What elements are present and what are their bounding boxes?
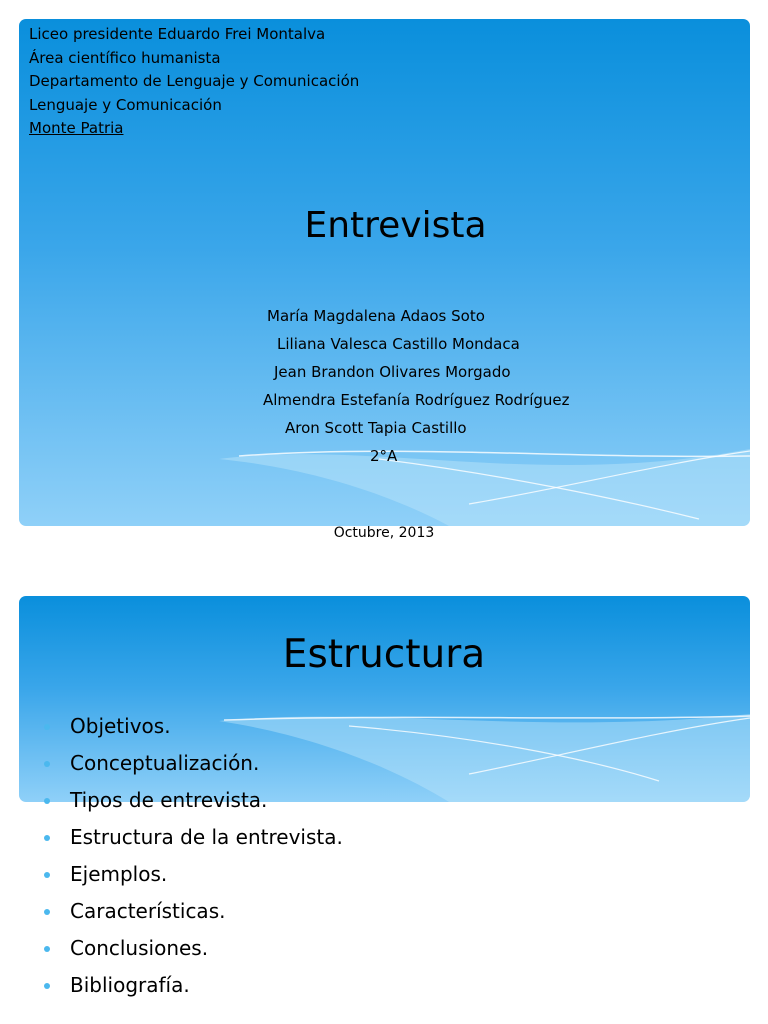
list-item — [44, 893, 343, 930]
list-item-label: Objetivos. — [70, 714, 171, 738]
list-item — [44, 856, 343, 893]
bullet-icon — [44, 946, 50, 952]
author-3: Jean Brandon Olivares Morgado — [274, 363, 511, 381]
list-item-label: Bibliografía. — [70, 973, 190, 997]
bullet-icon — [44, 724, 50, 730]
bullet-icon — [44, 872, 50, 878]
list-item-label: Características. — [70, 899, 226, 923]
header-school: Liceo presidente Eduardo Frei Montalva — [29, 25, 326, 43]
contents-list — [44, 708, 343, 1004]
bullet-icon — [44, 798, 50, 804]
list-item — [44, 967, 343, 1004]
bullet-icon — [44, 835, 50, 841]
list-item — [44, 782, 343, 819]
list-item-label: Ejemplos. — [70, 862, 168, 886]
list-item — [44, 819, 343, 856]
list-item-label: Conclusiones. — [70, 936, 209, 960]
slide-title: Entrevista — [304, 205, 487, 246]
title-slide — [19, 19, 750, 526]
list-item — [44, 745, 343, 782]
list-item-label: Conceptualización. — [70, 751, 260, 775]
presentation-date: Octubre, 2013 — [333, 525, 435, 541]
author-4: Almendra Estefanía Rodríguez Rodríguez — [263, 391, 570, 409]
header-area: Área científico humanista — [29, 48, 221, 67]
bullet-icon — [44, 909, 50, 915]
author-2: Liliana Valesca Castillo Mondaca — [277, 335, 520, 353]
header-department: Departamento de Lenguaje y Comunicación — [29, 72, 360, 90]
header-location: Monte Patria — [29, 119, 124, 137]
school-header — [29, 23, 359, 141]
list-item-label: Tipos de entrevista. — [70, 788, 268, 812]
bullet-icon — [44, 761, 50, 767]
section-title: Estructura — [282, 632, 486, 677]
author-5: Aron Scott Tapia Castillo — [285, 419, 467, 437]
bullet-icon — [44, 983, 50, 989]
list-item — [44, 708, 343, 745]
author-1: María Magdalena Adaos Soto — [267, 307, 485, 325]
header-subject: Lenguaje y Comunicación — [29, 95, 222, 114]
list-item-label: Estructura de la entrevista. — [70, 825, 343, 849]
list-item — [44, 930, 343, 967]
class-label: 2°A — [370, 447, 398, 465]
